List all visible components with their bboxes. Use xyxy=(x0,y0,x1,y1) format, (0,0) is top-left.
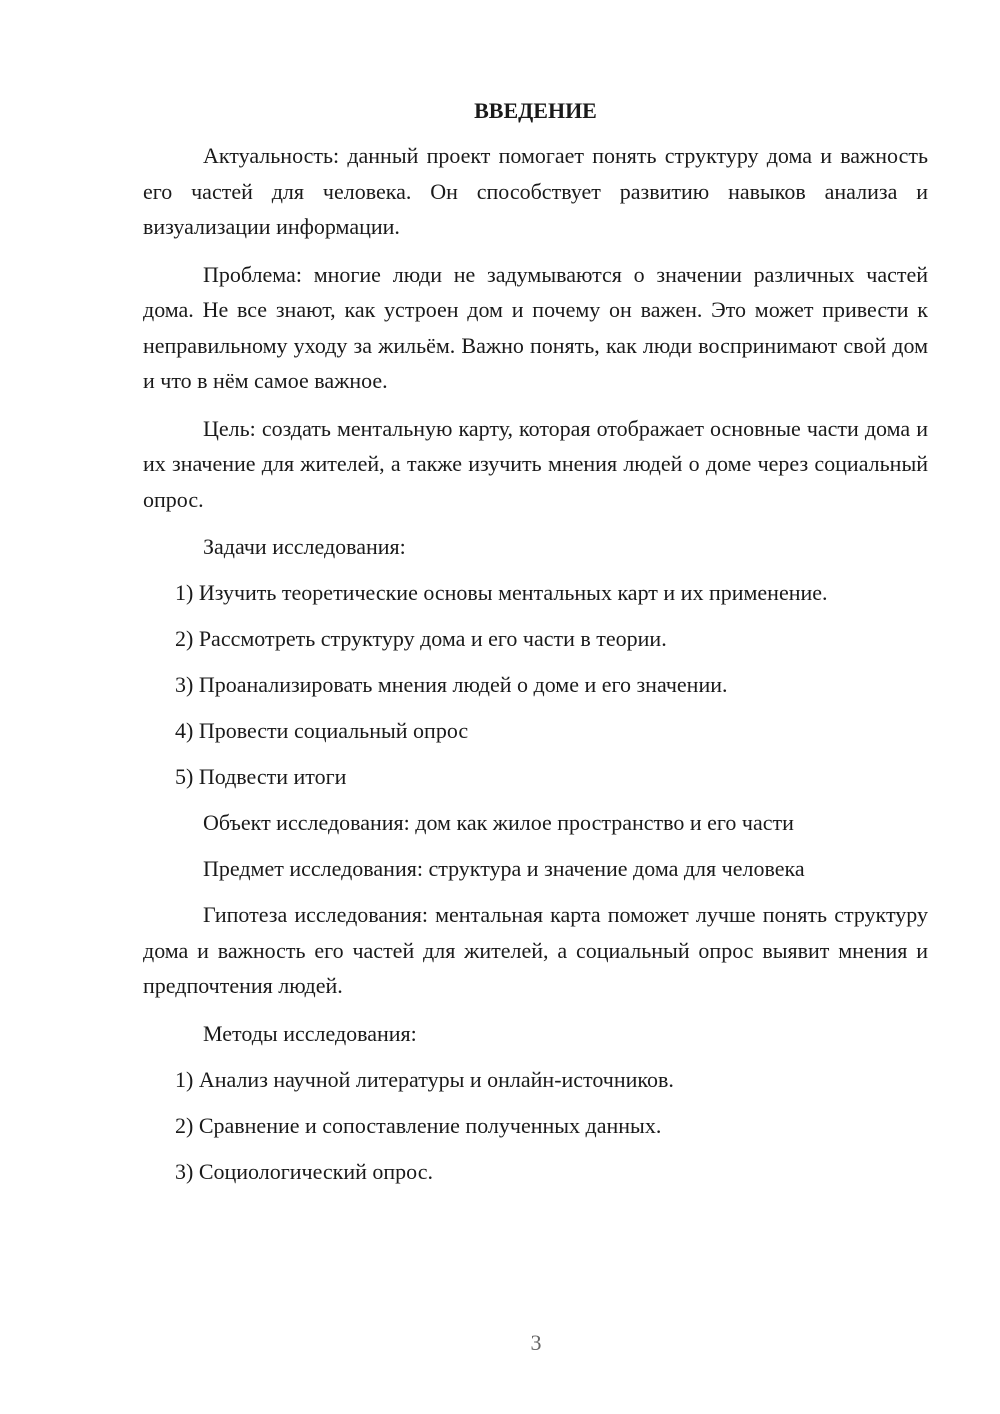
paragraph-subject: Предмет исследования: структура и значение дома для человека xyxy=(203,856,805,881)
tasks-list xyxy=(143,575,928,795)
list-item: 3) Проанализировать мнения людей о доме и его значении. xyxy=(175,672,728,697)
document-page xyxy=(143,96,928,1200)
page-title: ВВЕДЕНИЕ xyxy=(474,98,597,123)
list-item: 1) Изучить теоретические основы ментальных карт и их применение. xyxy=(175,580,828,605)
list-item: 5) Подвести итоги xyxy=(175,764,347,789)
paragraph-object: Объект исследования: дом как жилое пространство и его части xyxy=(203,810,794,835)
paragraph-problem: Проблема: многие люди не задумываются о значении различных частей дома. Не все знают, как устроен дом и почему он важен. Это может привести к неправильному уходу за жильём. Важно понять, как люди воспринимают свой дом и что в нём самое важное. xyxy=(143,261,928,393)
list-item: 2) Рассмотреть структуру дома и его части в теории. xyxy=(175,626,667,651)
list-item: 2) Сравнение и сопоставление полученных данных. xyxy=(175,1112,662,1138)
page-number: 3 xyxy=(530,1330,542,1355)
paragraph-goal: Цель: создать ментальную карту, которая отображает основные части дома и их значение для жителей, а также изучить мнения людей о доме через социальный опрос. xyxy=(143,415,928,512)
paragraph-hypothesis: Гипотеза исследования: ментальная карта поможет лучше понять структуру дома и важность его частей для жителей, а социальный опрос выявит мнения и предпочтения людей. xyxy=(143,902,928,998)
methods-list xyxy=(143,1062,928,1190)
paragraph-relevance: Актуальность: данный проект помогает понять структуру дома и важность его частей для человека. Он способствует развитию навыков анализа и визуализации информации. xyxy=(143,143,928,239)
list-item: 4) Провести социальный опрос xyxy=(175,718,469,743)
list-item: 1) Анализ научной литературы и онлайн-источников. xyxy=(175,1066,674,1092)
tasks-heading: Задачи исследования: xyxy=(203,534,406,559)
list-item: 3) Социологический опрос. xyxy=(175,1158,433,1184)
methods-heading: Методы исследования: xyxy=(203,1020,417,1046)
